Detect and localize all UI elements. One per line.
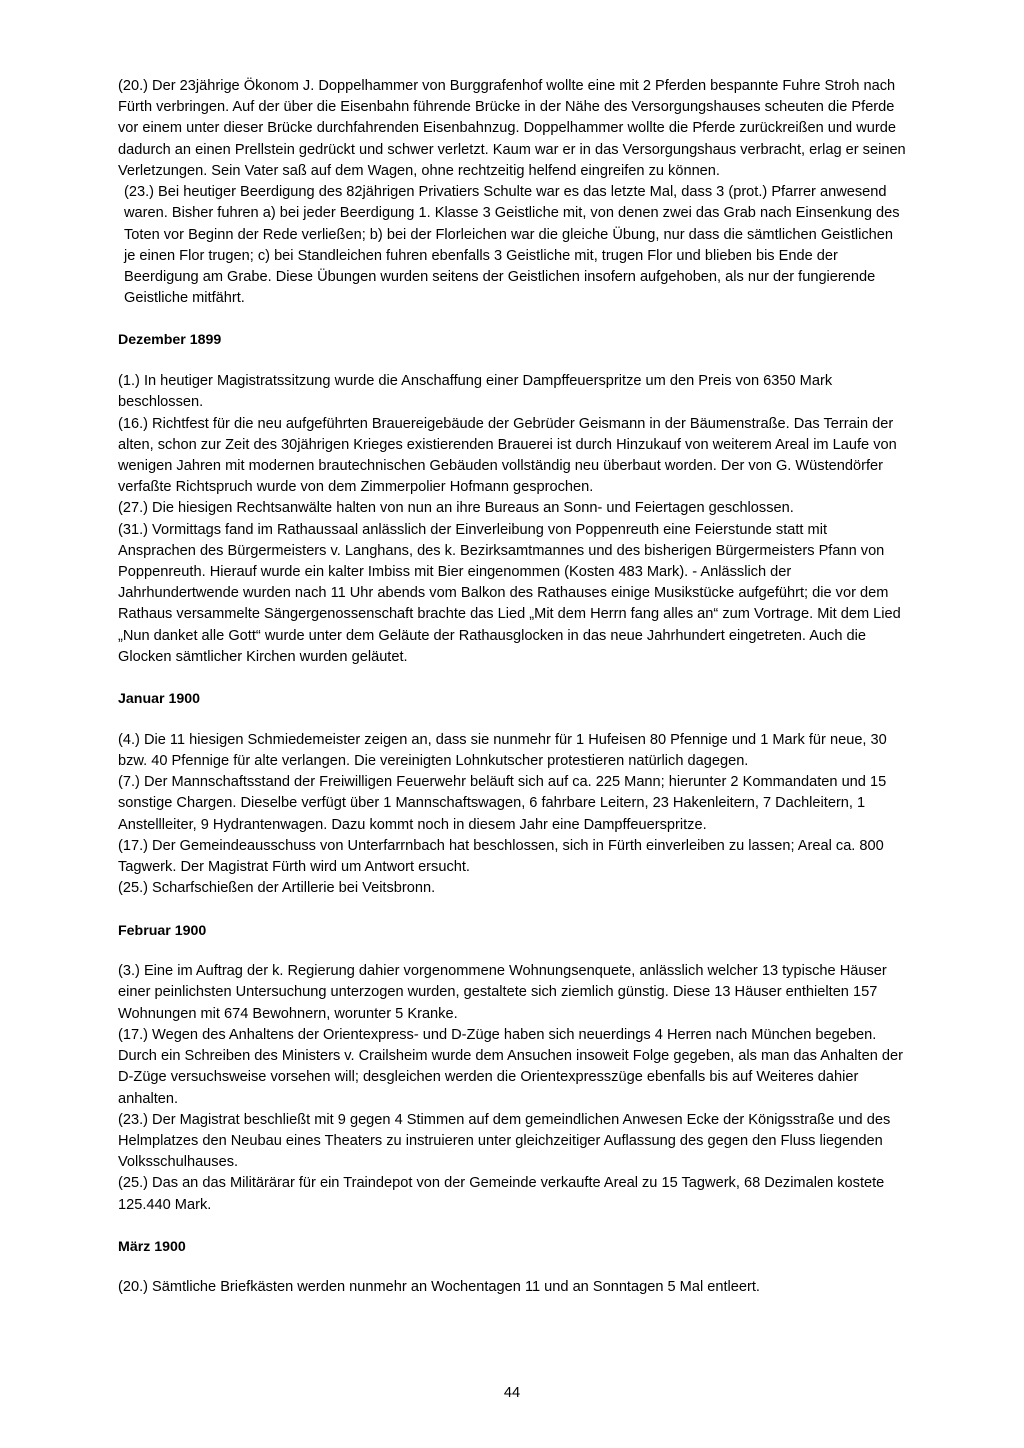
entry-23-magistrat-helmplatz: (23.) Der Magistrat beschließt mit 9 gegen 4 Stimmen auf dem gemeindlichen Anwesen Ecke der Königsstraße und des Helmplatzes den Neubau eines Theaters zu instruieren unter gleichzeitiger Auflassung des gegen den Fluss liegenden Volksschulhauses. <box>118 1111 891 1171</box>
spacer <box>118 1257 906 1277</box>
spacer <box>118 900 906 921</box>
entry-7-freiwillige-feuerwehr: (7.) Der Mannschaftsstand der Freiwilligen Feuerwehr beläuft sich auf ca. 225 Mann; hierunter 2 Kommandaten und 15 sonstige Chargen. Dieselbe verfügt über 1 Mannschaftswagen, 6 fahrbare Leitern, 23 Hakenleitern, 7 Dachleitern, 1 Anstellleiter, 9 Hydrantenwagen. Dazu kommt noch in diesem Jahr eine Dampffeuerspritze. <box>118 774 887 833</box>
entry-27-rechtsanwaelte: (27.) Die hiesigen Rechtsanwälte halten von nun an ihre Bureaus an Sonn- und Feiertagen geschlossen. <box>118 500 794 517</box>
entry-23-beerdigung-schulte: (23.) Bei heutiger Beerdigung des 82jährigen Privatiers Schulte war es das letzte Mal, dass 3 (prot.) Pfarrer anwesend waren. Bisher fuhren a) bei jeder Beerdigung 1. Klasse 3 Geistliche mit, von denen zwei das Grab nach Einsenkung des Toten vor Beginn der Rede verließen; b) bei der Florleichen war die gleiche Übung, nur dass die sämtlichen Geistlichen je einen Flor trugen; c) bei Standleichen fuhren ebenfalls 3 Geistliche mit, trugen Flor und blieben bis Ende der Beerdigung am Grabe. Diese Übungen wurden seitens der Geistlichen insofern aufgehoben, als nur der fungierende Geistliche mitfährt. <box>124 184 900 307</box>
spacer <box>118 941 906 961</box>
document-body <box>118 76 906 1299</box>
entry-1-dampffeuerspritze: (1.) In heutiger Magistratssitzung wurde die Anschaffung einer Dampffeuerspritze um den Preis von 6350 Mark beschlossen. <box>118 373 833 411</box>
spacer <box>118 351 906 371</box>
entry-16-richtfest-brauerei-geismann: (16.) Richtfest für die neu aufgeführten Brauereigebäude der Gebrüder Geismann in der Bäumenstraße. Das Terrain der alten, schon zur Zeit des 30jährigen Krieges existierenden Brauerei ist durch Hinzukauf von weiterem Areal im Laufe von wenigen Jahren mit modernen brautechnischen Gebäuden vollständig neu überbaut worden. Der von G. Wüstendörfer verfaßte Richtspruch wurde von dem Zimmerpolier Hofmann gesprochen. <box>118 415 897 496</box>
heading-januar-1900: Januar 1900 <box>118 691 201 708</box>
heading-maerz-1900: März 1900 <box>118 1238 186 1255</box>
entry-17-orientexpress: (17.) Wegen des Anhaltens der Orientexpress- und D-Züge haben sich neuerdings 4 Herren nach München begeben. Durch ein Schreiben des Ministers v. Crailsheim wurde dem Ansuchen insoweit Folge gegeben, als man das Anhalten der D-Züge versuchsweise vorsehen will; desgleichen werden die Orientexpresszüge ebenfalls bis auf Weiteres dahier anhalten. <box>118 1026 903 1107</box>
entry-20-oekonom-doppelhammer: (20.) Der 23jährige Ökonom J. Doppelhammer von Burggrafenhof wollte eine mit 2 Pferden bespannte Fuhre Stroh nach Fürth verbringen. Auf der über die Eisenbahn führende Brücke in der Nähe des Versorgungshauses scheuten die Pferde vor einem unter dieser Brücke durchfahrenden Eisenbahnzug. Doppelhammer wollte die Pferde zurückreißen und wurde dadurch an einen Prellstein gedrückt und schwer verletzt. Kaum war er in das Versorgungshaus verbracht, erlag er seinen Verletzungen. Sein Vater saß auf dem Wagen, ohne rechtzeitig helfend eingreifen zu können. <box>118 78 906 179</box>
page-number: 44 <box>503 1385 521 1401</box>
entry-3-wohnungsenquete: (3.) Eine im Auftrag der k. Regierung dahier vorgenommene Wohnungsenquete, anlässlich welcher 13 typische Häuser einer peinlichsten Untersuchung unterzogen wurden, gestaltete sich ziemlich günstig. Diese 13 Häuser enthielten 157 Wohnungen mit 674 Bewohnern, worunter 5 Kranke. <box>118 963 887 1022</box>
entry-31-einverleibung-poppenreuth: (31.) Vormittags fand im Rathaussaal anlässlich der Einverleibung von Poppenreuth eine Feierstunde statt mit Ansprachen des Bürgermeisters v. Langhans, des k. Bezirksamtmannes und des bisherigen Bürgermeisters Pfann von Poppenreuth. Hierauf wurde ein kalter Imbiss mit Bier eingenommen (Kosten 483 Mark). - Anlässlich der Jahrhundertwende wurden nach 11 Uhr abends vom Balkon des Rathauses einige Musikstücke aufgeführt; die vor dem Rathaus versammelte Sängergenossenschaft brachte das Lied „Mit dem Herrn fang alles an“ zum Vortrage. Mit dem Lied „Nun danket alle Gott“ wurde unter dem Geläute der Rathausglocken in das neue Jahrhundert eingetreten. Auch die Glocken sämtlicher Kirchen wurden geläutet. <box>118 521 901 665</box>
entry-4-schmiedemeister: (4.) Die 11 hiesigen Schmiedemeister zeigen an, dass sie nunmehr für 1 Hufeisen 80 Pfennige und 1 Mark für neue, 30 bzw. 40 Pfennige für alte verlangen. Die vereinigten Lohnkutscher protestieren natürlich dagegen. <box>118 731 887 769</box>
entry-20-briefkaesten: (20.) Sämtliche Briefkästen werden nunmehr an Wochentagen 11 und an Sonntagen 5 Mal entleert. <box>118 1279 760 1296</box>
spacer <box>118 1216 906 1237</box>
entry-25-scharfschiessen-veitsbronn: (25.) Scharfschießen der Artillerie bei Veitsbronn. <box>118 880 436 897</box>
spacer <box>118 668 906 689</box>
spacer <box>118 309 906 330</box>
entry-25-traindepot: (25.) Das an das Militärärar für ein Traindepot von der Gemeinde verkaufte Areal zu 15 Tagwerk, 68 Dezimalen kostete 125.440 Mark. <box>118 1175 885 1213</box>
entry-17-unterfarrnbach: (17.) Der Gemeindeausschuss von Unterfarrnbach hat beschlossen, sich in Fürth einverleiben zu lassen; Areal ca. 800 Tagwerk. Der Magistrat Fürth wird um Antwort ersucht. <box>118 837 884 876</box>
heading-februar-1900: Februar 1900 <box>118 922 207 939</box>
spacer <box>118 710 906 730</box>
heading-dezember-1899: Dezember 1899 <box>118 332 222 349</box>
